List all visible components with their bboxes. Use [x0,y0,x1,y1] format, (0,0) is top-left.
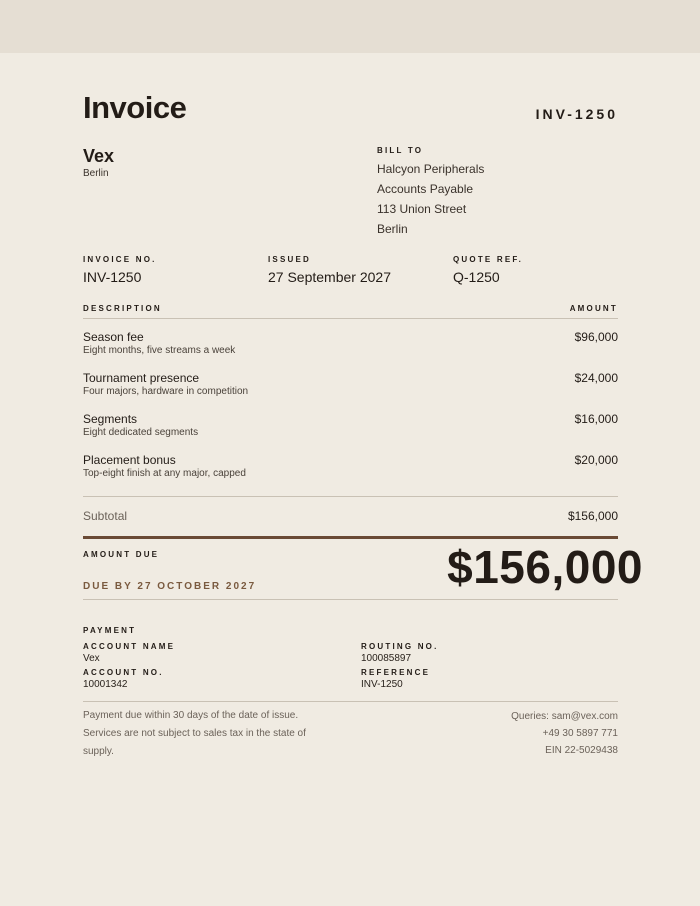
item-amount: $20,000 [574,453,618,467]
item-title: Tournament presence [83,371,200,385]
meta-value: Q-1250 [453,269,500,285]
payment-account-name [83,642,175,664]
terms-line: Payment due within 30 days of the date of issue. [83,710,299,721]
table-row [83,330,618,356]
subtotal-divider [83,496,618,497]
meta-invoice-no [83,255,157,285]
contact-phone: +49 30 5897 771 [542,728,618,739]
bill-to-line: Accounts Payable [377,182,474,196]
payment-field-value: INV-1250 [361,679,403,690]
amount-due-value: $156,000 [447,541,643,593]
table-row [83,412,618,438]
item-title: Season fee [83,330,144,344]
payment-field-value: 100085897 [361,653,412,664]
bill-to-line: 113 Union Street [377,202,467,216]
subtotal-label: Subtotal [83,509,128,523]
payment-reference [361,668,430,690]
payment-field-value: 10001342 [83,679,128,690]
table-row [83,371,618,397]
meta-value: INV-1250 [83,269,142,285]
item-title: Placement bonus [83,453,176,467]
payment-field-value: Vex [83,653,100,664]
item-description: Eight dedicated segments [83,427,199,438]
payment-routing-no [361,642,439,664]
vendor-city: Berlin [83,168,109,179]
meta-label: ISSUED [268,255,311,264]
meta-value: 27 September 2027 [268,269,391,285]
payment-field-label: ACCOUNT NO. [83,668,164,677]
contact-info [398,708,618,759]
invoice-code: INV-1250 [535,106,618,122]
bill-to-label: BILL TO [377,146,424,155]
footer-divider [83,701,618,702]
payment-field-label: ACCOUNT NAME [83,642,176,651]
terms-line: Services are not subject to sales tax in the state of [83,728,306,739]
item-description: Eight months, five streams a week [83,345,236,356]
payment-label: PAYMENT [83,626,137,635]
terms-line: supply. [83,746,114,757]
amount-due-divider [83,536,618,539]
page-title: Invoice [83,90,187,125]
due-by-date: DUE BY 27 OCTOBER 2027 [83,581,257,592]
payment-field-label: REFERENCE [361,668,431,677]
meta-quote-ref [453,255,523,285]
table-row [83,453,618,479]
amount-due-bottom-divider [83,599,618,600]
table-header-divider [83,318,618,319]
bill-to-block [377,146,484,236]
item-amount: $96,000 [574,330,618,344]
bill-to-line: Halcyon Peripherals [377,162,485,176]
top-bar [0,0,700,53]
contact-email[interactable]: Queries: sam@vex.com [511,711,618,722]
meta-label: INVOICE NO. [83,255,157,264]
contact-ein: EIN 22-5029438 [545,745,618,756]
subtotal-value: $156,000 [567,509,618,523]
item-amount: $16,000 [574,412,618,426]
col-description-header: DESCRIPTION [83,304,162,313]
bill-to-line: Berlin [377,222,408,236]
col-amount-header: AMOUNT [569,304,618,313]
payment-account-no [83,668,164,690]
item-amount: $24,000 [574,371,618,385]
meta-label: QUOTE REF. [453,255,524,264]
item-description: Top-eight finish at any major, capped [83,468,246,479]
payment-terms [83,707,343,761]
item-description: Four majors, hardware in competition [83,386,249,397]
meta-issued [268,255,391,285]
item-title: Segments [83,412,138,426]
vendor-name: Vex [83,146,115,166]
amount-due-label: AMOUNT DUE [83,550,160,559]
payment-field-label: ROUTING NO. [361,642,439,651]
